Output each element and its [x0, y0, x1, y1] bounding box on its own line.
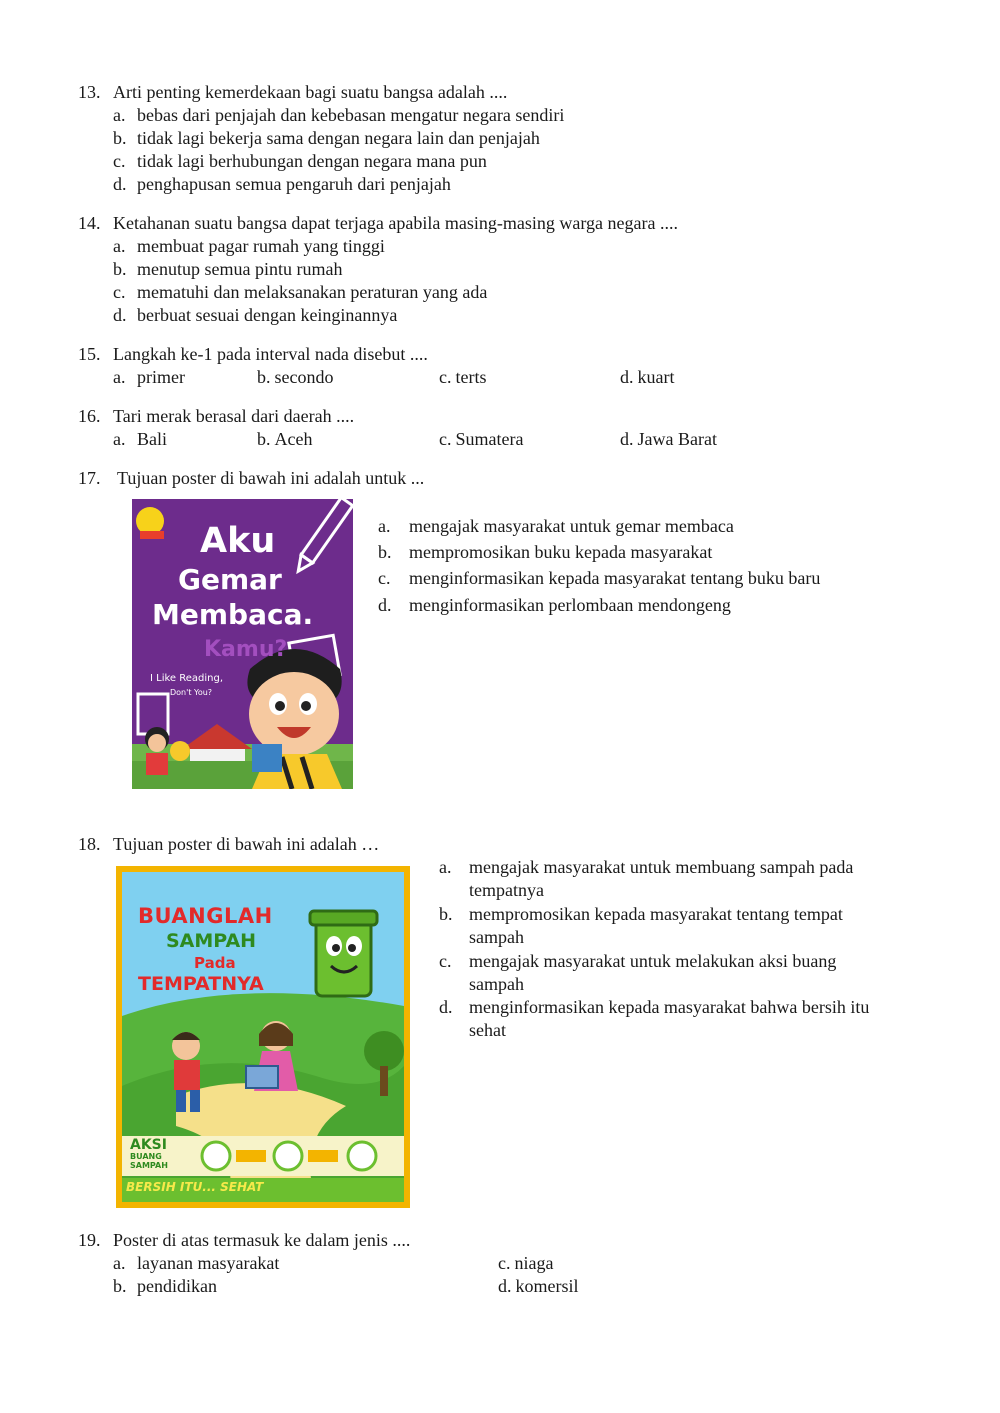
option-d-continued: sehat	[469, 1020, 506, 1040]
option-c[interactable]	[113, 150, 487, 173]
option-c[interactable]	[439, 950, 836, 973]
option-letter: c.	[113, 151, 126, 171]
option-text: Aceh	[274, 429, 313, 449]
option-text: pendidikan	[137, 1276, 217, 1296]
question-number: 19.	[78, 1230, 101, 1250]
option-text: membuat pagar rumah yang tinggi	[137, 236, 385, 256]
poster-subtitle: Kamu?	[204, 637, 288, 662]
option-text: secondo	[274, 367, 334, 387]
option-letter: d.	[113, 174, 127, 194]
option-text: primer	[137, 367, 185, 387]
option-a-continued: tempatnya	[469, 880, 544, 900]
option-text: menutup semua pintu rumah	[137, 259, 343, 279]
question-text: Tujuan poster di bawah ini adalah …	[113, 834, 380, 854]
poster-title-line: SAMPAH	[166, 930, 257, 952]
option-letter: c.	[439, 429, 452, 449]
question-text: Ketahanan suatu bangsa dapat terjaga apabila masing-masing warga negara ....	[113, 213, 678, 233]
question-number: 13.	[78, 82, 101, 102]
option-text: Jawa Barat	[637, 429, 717, 449]
option-c[interactable]	[439, 428, 523, 451]
poster-caption: Don't You?	[170, 688, 213, 697]
question-number: 18.	[78, 834, 101, 854]
option-c-continued: sampah	[469, 974, 524, 994]
option-b[interactable]	[113, 258, 342, 281]
option-letter: b.	[257, 367, 271, 387]
option-text: menginformasikan kepada masyarakat bahwa bersih itu	[469, 997, 870, 1017]
option-text: bebas dari penjajah dan kebebasan mengatur negara sendiri	[137, 105, 565, 125]
option-text: menginformasikan perlombaan mendongeng	[409, 595, 731, 615]
trash-poster-image	[116, 866, 410, 1208]
option-b[interactable]	[113, 127, 540, 150]
option-text: tidak lagi bekerja sama dengan negara lain dan penjajah	[137, 128, 540, 148]
option-letter: b.	[257, 429, 271, 449]
poster-title-line: BUANGLAH	[138, 904, 273, 928]
option-letter: a.	[113, 429, 126, 449]
option-d[interactable]	[113, 304, 397, 327]
option-text: mematuhi dan melaksanakan peraturan yang ada	[137, 282, 488, 302]
option-text: menginformasikan kepada masyarakat tentang buku baru	[409, 568, 821, 588]
option-letter: d.	[498, 1276, 512, 1296]
option-a[interactable]	[113, 235, 385, 258]
poster-title-line: Gemar	[178, 563, 282, 596]
poster-title-line: TEMPATNYA	[138, 973, 264, 995]
option-letter: c.	[113, 282, 126, 302]
option-text: Sumatera	[455, 429, 524, 449]
option-text: layanan masyarakat	[137, 1253, 280, 1273]
option-letter: a.	[113, 1253, 126, 1273]
option-text: mempromosikan kepada masyarakat tentang tempat	[469, 904, 843, 924]
option-text: mempromosikan buku kepada masyarakat	[409, 542, 713, 562]
option-letter: b.	[113, 1276, 127, 1296]
option-letter: b.	[113, 259, 127, 279]
option-c[interactable]	[439, 366, 487, 389]
option-letter: b.	[113, 128, 127, 148]
option-a[interactable]	[378, 515, 734, 538]
question-text: Tari merak berasal dari daerah ....	[113, 406, 355, 426]
option-text: mengajak masyarakat untuk membuang sampah pada	[469, 857, 854, 877]
option-text: penghapusan semua pengaruh dari penjajah	[137, 174, 451, 194]
option-b-continued: sampah	[469, 927, 524, 947]
option-d[interactable]	[498, 1275, 579, 1298]
option-a[interactable]	[113, 366, 185, 389]
option-b[interactable]	[113, 1275, 217, 1298]
option-letter: d.	[439, 997, 453, 1017]
option-letter: a.	[113, 236, 126, 256]
poster-caption: I Like Reading,	[150, 673, 224, 684]
option-letter: a.	[439, 857, 452, 877]
option-text: niaga	[514, 1253, 554, 1273]
option-letter: d.	[620, 429, 634, 449]
option-letter: a.	[113, 105, 126, 125]
option-letter: b.	[378, 542, 392, 562]
option-c[interactable]	[113, 281, 487, 304]
option-b[interactable]	[439, 903, 843, 926]
option-c[interactable]	[498, 1252, 553, 1275]
question-number: 15.	[78, 344, 101, 364]
option-letter: d.	[113, 305, 127, 325]
option-letter: a.	[113, 367, 126, 387]
option-text: berbuat sesuai dengan keinginannya	[137, 305, 398, 325]
question-text: Tujuan poster di bawah ini adalah untuk ...	[117, 468, 425, 488]
option-a[interactable]	[113, 1252, 279, 1275]
reading-poster-image	[132, 499, 353, 789]
poster-footer: BERSIH ITU... SEHAT	[126, 1180, 264, 1194]
option-c[interactable]	[378, 567, 820, 590]
poster-aksi-label: AKSI	[130, 1137, 167, 1153]
option-text: terts	[455, 367, 487, 387]
option-text: kuart	[637, 367, 675, 387]
option-a[interactable]	[439, 856, 853, 879]
option-letter: d.	[378, 595, 392, 615]
option-letter: c.	[439, 951, 452, 971]
option-b[interactable]	[257, 428, 312, 451]
poster-title-line: Aku	[200, 521, 276, 561]
question-number: 14.	[78, 213, 101, 233]
option-d[interactable]	[620, 366, 674, 389]
option-letter: c.	[498, 1253, 511, 1273]
question-text: Poster di atas termasuk ke dalam jenis ....	[113, 1230, 411, 1250]
option-letter: a.	[378, 516, 391, 536]
option-d[interactable]	[378, 594, 731, 617]
question-number: 16.	[78, 406, 101, 426]
question-number: 17.	[78, 468, 101, 488]
option-letter: c.	[439, 367, 452, 387]
option-d[interactable]	[113, 173, 451, 196]
option-text: tidak lagi berhubungan dengan negara mana pun	[137, 151, 487, 171]
option-letter: b.	[439, 904, 453, 924]
option-b[interactable]	[378, 541, 712, 564]
option-letter: d.	[620, 367, 634, 387]
option-d[interactable]	[439, 996, 869, 1019]
option-text: mengajak masyarakat untuk gemar membaca	[409, 516, 734, 536]
question-text: Arti penting kemerdekaan bagi suatu bangsa adalah ....	[113, 82, 508, 102]
poster-title-line: Pada	[194, 954, 236, 972]
option-text: komersil	[515, 1276, 579, 1296]
option-text: Bali	[137, 429, 167, 449]
option-a[interactable]	[113, 428, 167, 451]
poster-aksi-label: BUANG	[130, 1152, 162, 1161]
option-text: mengajak masyarakat untuk melakukan aksi buang	[469, 951, 837, 971]
question-text: Langkah ke-1 pada interval nada disebut ....	[113, 344, 428, 364]
option-a[interactable]	[113, 104, 564, 127]
poster-aksi-label: SAMPAH	[130, 1161, 168, 1170]
option-letter: c.	[378, 568, 391, 588]
option-b[interactable]	[257, 366, 333, 389]
option-d[interactable]	[620, 428, 717, 451]
poster-title-line: Membaca.	[152, 598, 314, 631]
